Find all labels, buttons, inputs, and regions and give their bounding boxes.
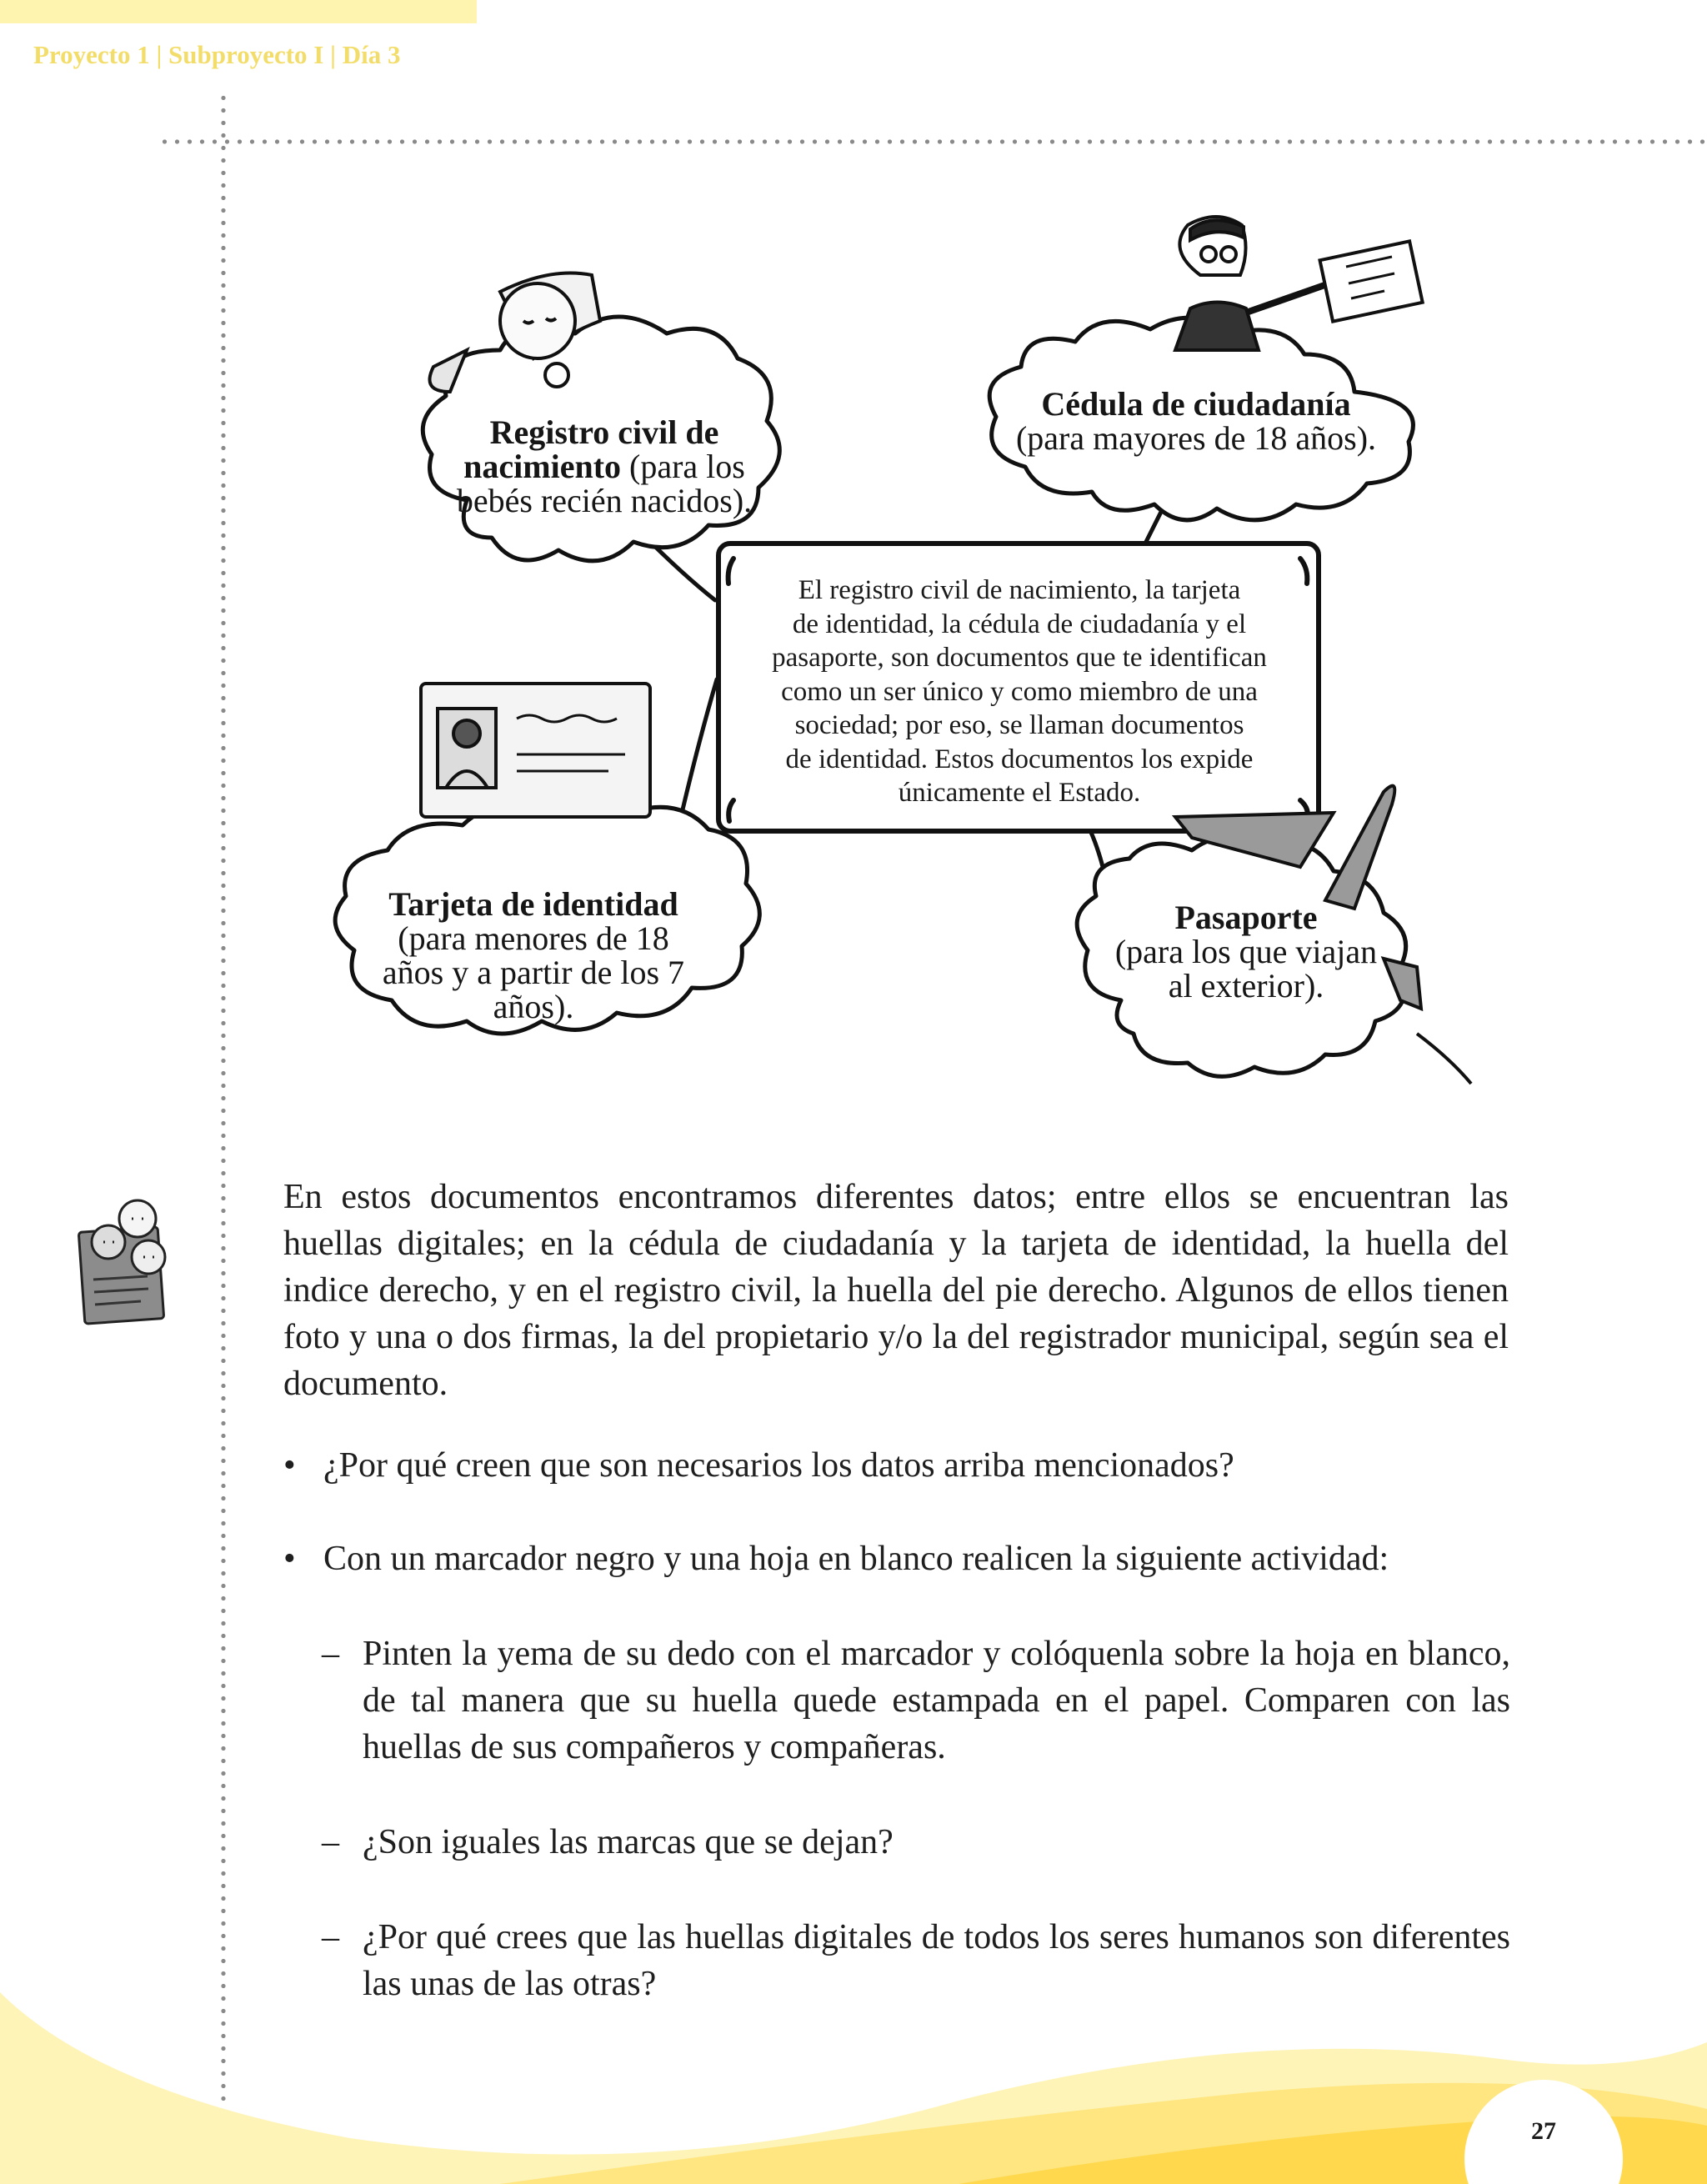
tarjeta-note-2: años y a partir de los 7 [382, 954, 685, 991]
tarjeta-note-1: (para menores de 18 [398, 919, 669, 957]
tarjeta-title: Tarjeta de identidad [388, 885, 678, 923]
dash-mark: – [322, 1823, 339, 1861]
kids-document-icon [75, 1184, 192, 1330]
tarjeta-note-3: años). [493, 988, 574, 1025]
cedula-title: Cédula de ciudadanía [1041, 385, 1351, 423]
registro-note-1: (para los [621, 448, 745, 485]
pasaporte-note-2: al exterior). [1168, 967, 1324, 1004]
bullet-mark: • [283, 1540, 296, 1578]
label-tarjeta [358, 887, 708, 1024]
bullet-text: ¿Por qué creen que son necesarios los datos arriba mencionados? [323, 1446, 1234, 1485]
label-pasaporte [1092, 900, 1400, 1003]
registro-title-1: Registro civil de [489, 413, 719, 451]
id-card-illustration [421, 684, 650, 817]
breadcrumb: Proyecto 1 | Subproyecto I | Día 3 [33, 40, 401, 69]
body-paragraph: En estos documentos encontramos diferentes datos; entre ellos se encuentran las huellas digitales; en la cédula de ciudadanía y la tarjeta de identidad, la huella del indice derecho, y en el registro civil, la huella del pie derecho. Algunos de ellos tienen foto y una o dos firmas, la del propietario y/o la del registrador municipal, según sea el documento. [283, 1178, 1509, 1403]
dash-mark: – [322, 1918, 339, 1956]
center-line: pasaporte, son documentos que te identifican [772, 643, 1267, 673]
label-registro-civil [433, 415, 775, 518]
center-line: de identidad. Estos documentos los expide [785, 744, 1254, 774]
dash-text: Pinten la yema de su dedo con el marcador y colóquenla sobre la hoja en blanco, de tal manera que su huella quede estampada en el papel. Comparen con las huellas de sus compañeros y compañeras. [363, 1635, 1510, 1766]
registro-title-2: nacimiento [463, 448, 622, 485]
cedula-note: (para mayores de 18 años). [1015, 419, 1377, 457]
center-line: únicamente el Estado. [898, 778, 1141, 808]
page-number: 27 [1531, 2117, 1556, 2145]
dash-mark: – [322, 1635, 339, 1673]
center-line: El registro civil de nacimiento, la tarjeta [798, 575, 1241, 605]
center-line: como un ser único y como miembro de una [781, 676, 1258, 707]
label-cedula [984, 387, 1409, 455]
bullet-mark: • [283, 1446, 296, 1485]
center-line: sociedad; por eso, se llaman documentos [794, 710, 1244, 740]
footer-wave [0, 1992, 1707, 2184]
pasaporte-title: Pasaporte [1174, 899, 1318, 936]
registro-note-2: bebés recién nacidos). [456, 482, 753, 519]
bullet-text: Con un marcador negro y una hoja en blanco realicen la siguiente actividad: [323, 1540, 1389, 1578]
center-line: de identidad, la cédula de ciudadanía y el [792, 609, 1247, 639]
man-with-id-illustration [1175, 217, 1423, 350]
dash-text: ¿Son iguales las marcas que se dejan? [363, 1823, 894, 1861]
center-box-text [732, 574, 1307, 810]
pasaporte-note-1: (para los que viajan [1114, 933, 1378, 970]
dash-text: ¿Por qué crees que las huellas digitales de todos los seres humanos son diferentes las unas de las otras? [363, 1918, 1510, 2003]
